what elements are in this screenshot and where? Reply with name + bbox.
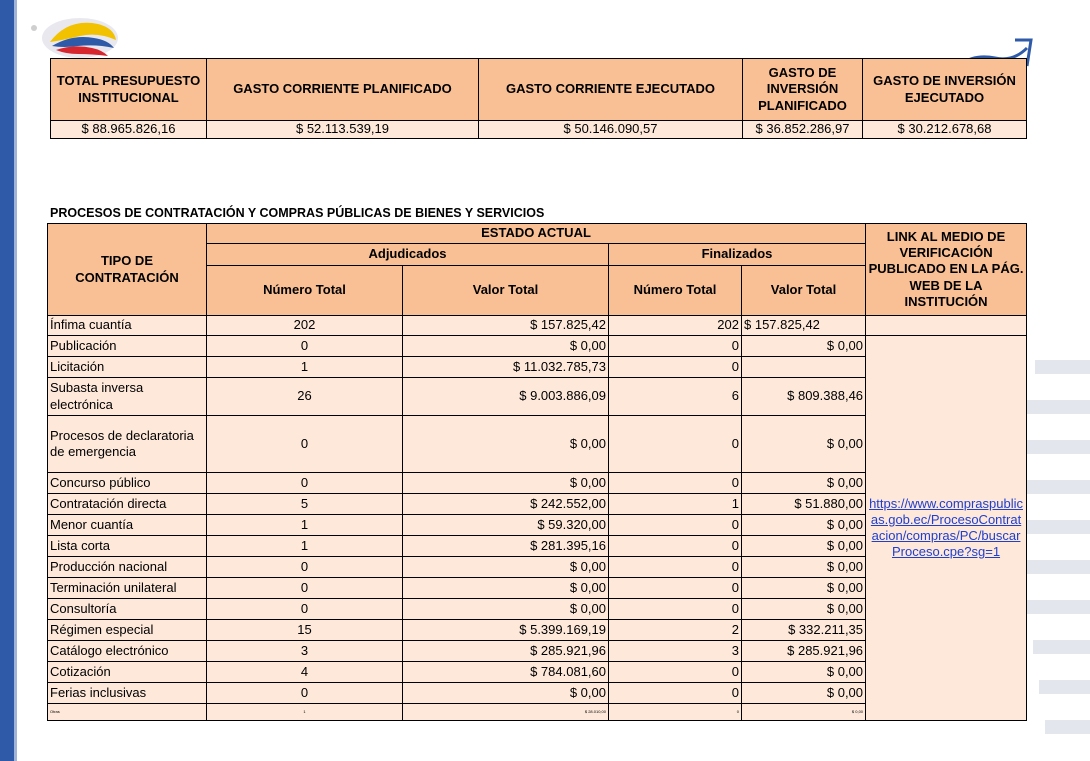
header-finished: Finalizados [609,244,866,266]
row-finished-value: $ 0,00 [742,557,866,578]
row-finished-value: $ 285.921,96 [742,641,866,662]
table-row [48,336,1027,357]
budget-header-current-executed: GASTO CORRIENTE EJECUTADO [479,59,743,121]
row-awarded-number: 1 [207,536,403,557]
row-awarded-value: $ 285.921,96 [403,641,609,662]
row-finished-value: $ 332.211,35 [742,620,866,641]
header-awarded-number: Número Total [207,266,403,316]
row-finished-value: $ 0,00 [742,473,866,494]
header-awarded: Adjudicados [207,244,609,266]
row-type: Terminación unilateral [48,578,207,599]
row-finished-number: 0 [609,683,742,704]
row-finished-number: 6 [609,378,742,416]
header-contract-type: TIPO DE CONTRATACIÓN [48,224,207,316]
row-awarded-number: 0 [207,578,403,599]
header-verification-link: LINK AL MEDIO DE VERIFICACIÓN PUBLICADO EN LA PÁG. WEB DE LA INSTITUCIÓN [866,224,1027,316]
row-finished-value: $ 0,00 [742,416,866,473]
row-finished-value: $ 0,00 [742,536,866,557]
row-awarded-value: $ 0,00 [403,416,609,473]
row-type: Régimen especial [48,620,207,641]
row-type: Contratación directa [48,494,207,515]
row-finished-value: $ 0,00 [742,336,866,357]
header-awarded-value: Valor Total [403,266,609,316]
row-awarded-number: 1 [207,515,403,536]
header-current-state: ESTADO ACTUAL [207,224,866,244]
verification-link[interactable]: https://www.compraspublicas.gob.ec/ProcesoContratacion/compras/PC/buscarProceso.cpe?sg=1 [869,495,1023,560]
row-type: Procesos de declaratoria de emergencia [48,416,207,473]
row-type: Producción nacional [48,557,207,578]
row-finished-number: 0 [609,704,742,721]
row-awarded-number: 15 [207,620,403,641]
row-finished-number: 1 [609,494,742,515]
row-finished-number: 0 [609,557,742,578]
row-finished-number: 3 [609,641,742,662]
header-finished-value: Valor Total [742,266,866,316]
row-finished-number: 0 [609,515,742,536]
row-awarded-number: 1 [207,704,403,721]
row-awarded-value: $ 9.003.886,09 [403,378,609,416]
row-awarded-value: $ 784.081,60 [403,662,609,683]
row-finished-number: 0 [609,599,742,620]
budget-header-investment-executed: GASTO DE INVERSIÓN EJECUTADO [863,59,1027,121]
row-type: Consultoría [48,599,207,620]
row-awarded-number: 0 [207,473,403,494]
row-finished-number: 0 [609,536,742,557]
row-finished-number: 0 [609,336,742,357]
row-type: Licitación [48,357,207,378]
budget-value-investment-planned: $ 36.852.286,97 [743,121,863,139]
header-finished-number: Número Total [609,266,742,316]
row-awarded-number: 26 [207,378,403,416]
row-finished-value: $ 809.388,46 [742,378,866,416]
verification-link-cell [866,336,1027,721]
row-awarded-value: $ 0,00 [403,599,609,620]
row-awarded-value: $ 0,00 [403,557,609,578]
procurement-title: PROCESOS DE CONTRATACIÓN Y COMPRAS PÚBLICAS DE BIENES Y SERVICIOS [50,206,545,220]
row-awarded-number: 0 [207,336,403,357]
row-awarded-value: $ 242.552,00 [403,494,609,515]
row-finished-number: 0 [609,416,742,473]
row-type: Lista corta [48,536,207,557]
row-type: Ferias inclusivas [48,683,207,704]
row-awarded-number: 3 [207,641,403,662]
left-brand-bar [0,0,14,761]
row-finished-value: $ 0,00 [742,704,866,721]
row-finished-value: $ 0,00 [742,683,866,704]
row-finished-value: $ 157.825,42 [742,316,866,336]
budget-value-current-planned: $ 52.113.539,19 [207,121,479,139]
row-finished-value: $ 0,00 [742,578,866,599]
row-awarded-number: 1 [207,357,403,378]
row-awarded-number: 0 [207,557,403,578]
budget-header-investment-planned: GASTO DE INVERSIÓN PLANIFICADO [743,59,863,121]
row-awarded-number: 0 [207,416,403,473]
row-awarded-number: 5 [207,494,403,515]
row-awarded-value: $ 5.399.169,19 [403,620,609,641]
row-type: Subasta inversa electrónica [48,378,207,416]
row-type: Menor cuantía [48,515,207,536]
budget-value-total: $ 88.965.826,16 [51,121,207,139]
row-awarded-value: $ 59.320,00 [403,515,609,536]
budget-value-current-executed: $ 50.146.090,57 [479,121,743,139]
row-finished-value: $ 0,00 [742,599,866,620]
budget-table [50,58,1027,139]
row-type: Cotización [48,662,207,683]
row-awarded-value: $ 28.010,00 [403,704,609,721]
row-awarded-value: $ 0,00 [403,683,609,704]
row-awarded-number: 0 [207,599,403,620]
row-finished-value [742,357,866,378]
row-finished-number: 0 [609,662,742,683]
row-finished-number: 0 [609,473,742,494]
row-awarded-value: $ 281.395,16 [403,536,609,557]
row-type: Publicación [48,336,207,357]
budget-header-current-planned: GASTO CORRIENTE PLANIFICADO [207,59,479,121]
row-awarded-value: $ 157.825,42 [403,316,609,336]
row-awarded-value: $ 0,00 [403,473,609,494]
procurement-table [47,223,1027,721]
row-awarded-number: 4 [207,662,403,683]
row-finished-value: $ 0,00 [742,662,866,683]
row-awarded-number: 202 [207,316,403,336]
budget-value-investment-executed: $ 30.212.678,68 [863,121,1027,139]
row-type: Catálogo electrónico [48,641,207,662]
row-finished-number: 2 [609,620,742,641]
row-awarded-number: 0 [207,683,403,704]
row-finished-value: $ 51.880,00 [742,494,866,515]
table-row [48,316,1027,336]
row-type: Ínfima cuantía [48,316,207,336]
row-type: Otras [48,704,207,721]
budget-header-total: TOTAL PRESUPUESTO INSTITUCIONAL [51,59,207,121]
row-type: Concurso público [48,473,207,494]
row-finished-number: 0 [609,357,742,378]
row-finished-number: 0 [609,578,742,599]
row-awarded-value: $ 0,00 [403,336,609,357]
row-link-empty [866,316,1027,336]
row-awarded-value: $ 0,00 [403,578,609,599]
row-awarded-value: $ 11.032.785,73 [403,357,609,378]
row-finished-value: $ 0,00 [742,515,866,536]
row-finished-number: 202 [609,316,742,336]
left-brand-bar-edge [14,0,17,761]
